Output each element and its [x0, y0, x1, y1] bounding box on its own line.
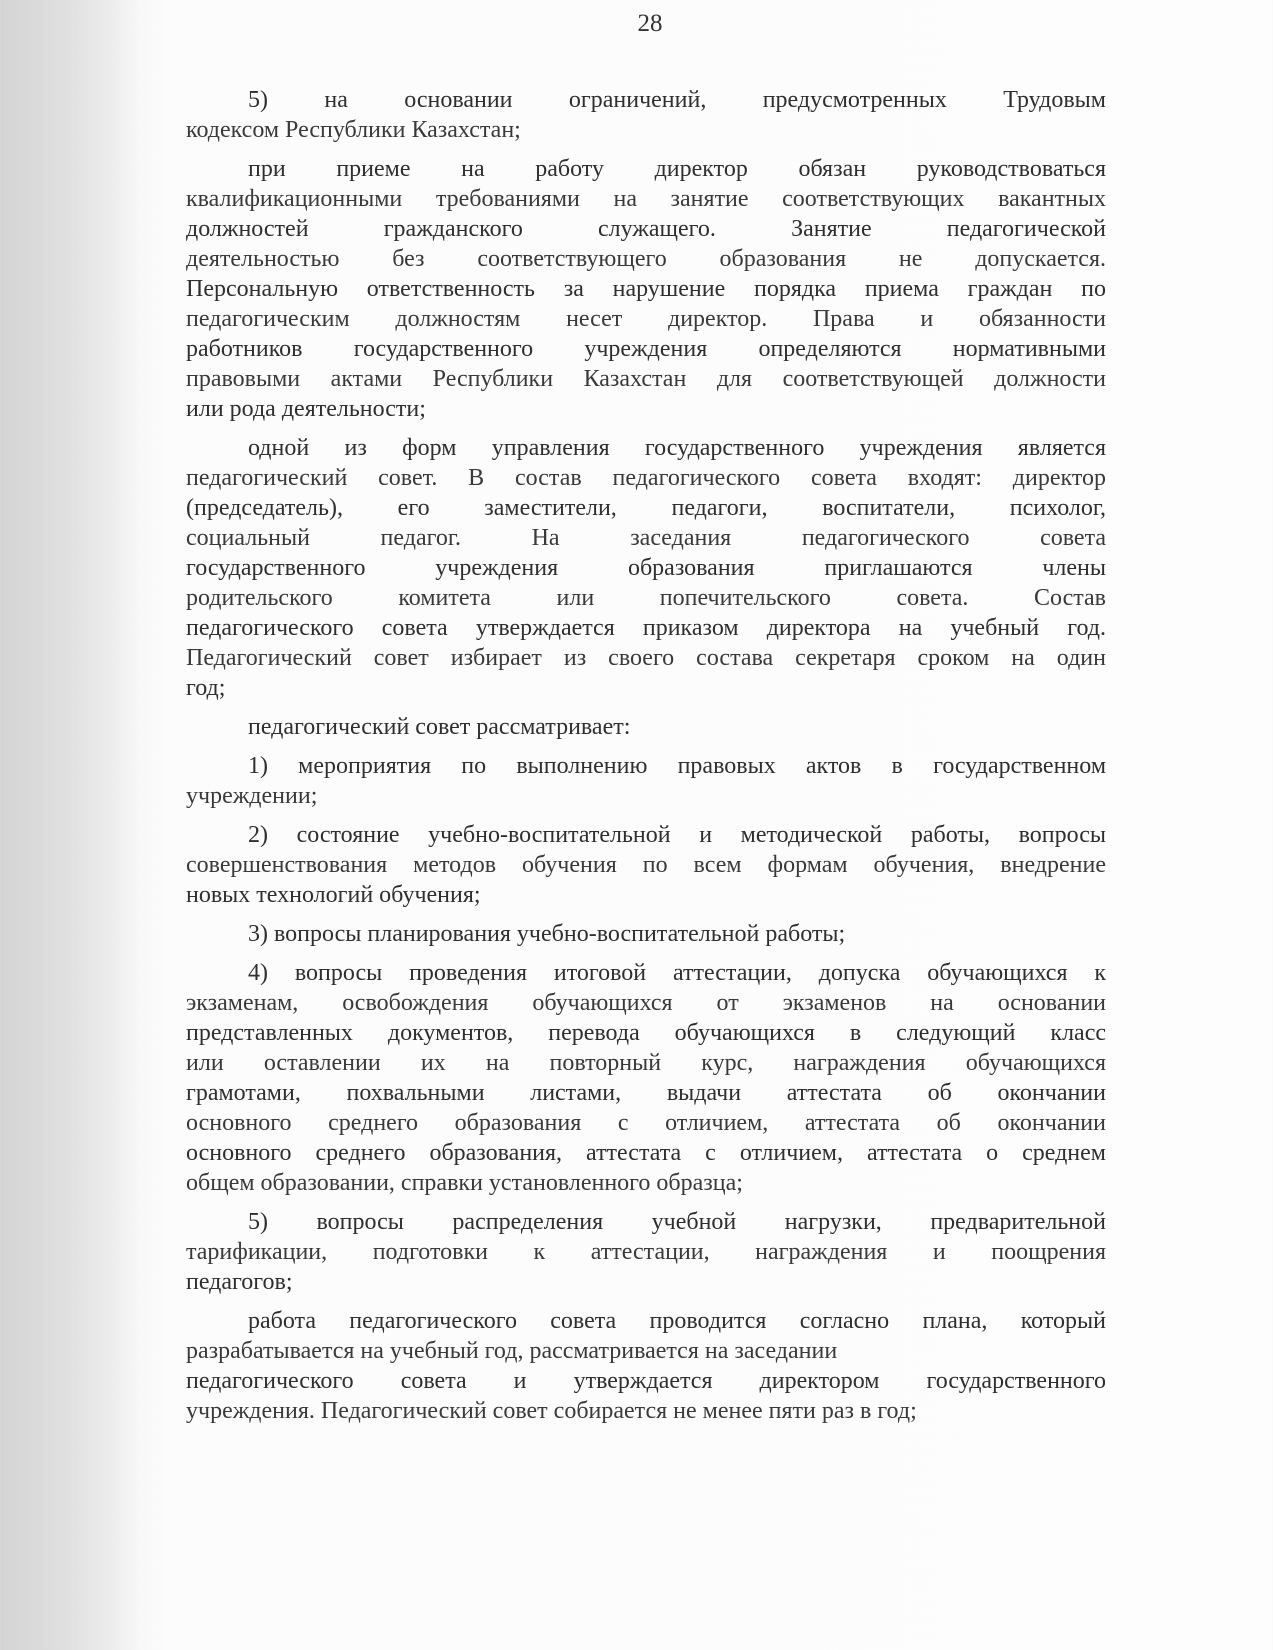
text-line: педагогического совета и утверждается директором государственного [186, 1368, 1106, 1394]
text-line: должностей гражданского служащего. Занятие педагогической [186, 216, 1106, 242]
text-line: родительского комитета или попечительского совета. Состав [186, 585, 1106, 611]
text-line: представленных документов, перевода обучающихся в следующий класс [186, 1020, 1106, 1046]
document-body [186, 85, 1106, 1435]
page-number: 28 [637, 10, 663, 37]
paragraph [186, 1306, 1106, 1426]
paragraph [186, 1207, 1106, 1297]
text-line: 5) вопросы распределения учебной нагрузки, предварительной [248, 1209, 1106, 1235]
text-line: работников государственного учреждения определяются нормативными [186, 336, 1106, 362]
text-line: правовыми актами Республики Казахстан для соответствующей должности [186, 366, 1106, 392]
text-line: учреждении; [186, 783, 318, 809]
text-line: педагогический совет рассматривает: [248, 714, 631, 740]
text-line: при приеме на работу директор обязан руководствоваться [248, 156, 1106, 182]
text-line: основного среднего образования с отличием, аттестата об окончании [186, 1110, 1106, 1136]
text-line: учреждения. Педагогический совет собирается не менее пяти раз в год; [186, 1398, 917, 1424]
text-line: работа педагогического совета проводится согласно плана, который [248, 1308, 1106, 1334]
text-line: педагогический совет. В состав педагогического совета входят: директор [186, 465, 1106, 491]
paragraph [186, 85, 1106, 145]
text-line: 3) вопросы планирования учебно-воспитательной работы; [248, 921, 846, 947]
text-line: Персональную ответственность за нарушение порядка приема граждан по [186, 276, 1106, 302]
text-line: социальный педагог. На заседания педагогического совета [186, 525, 1106, 551]
paragraph [186, 154, 1106, 424]
text-line: 1) мероприятия по выполнению правовых актов в государственном [248, 753, 1106, 779]
text-line: одной из форм управления государственного учреждения является [248, 435, 1106, 461]
text-line: квалификационными требованиями на занятие соответствующих вакантных [186, 186, 1106, 212]
text-line: год; [186, 675, 226, 701]
paragraph [186, 433, 1106, 703]
text-line: общем образовании, справки установленного образца; [186, 1170, 743, 1196]
text-line: 2) состояние учебно-воспитательной и методической работы, вопросы [248, 822, 1106, 848]
text-line: тарификации, подготовки к аттестации, награждения и поощрения [186, 1239, 1106, 1265]
text-line: экзаменам, освобождения обучающихся от экзаменов на основании [186, 990, 1106, 1016]
paragraph [186, 958, 1106, 1198]
text-line: педагогов; [186, 1269, 293, 1295]
text-line: или оставлении их на повторный курс, награждения обучающихся [186, 1050, 1106, 1076]
text-line: разрабатывается на учебный год, рассматривается на заседании [186, 1338, 838, 1364]
text-line: педагогическим должностям несет директор. Права и обязанности [186, 306, 1106, 332]
text-line: 5) на основании ограничений, предусмотренных Трудовым [248, 87, 1106, 113]
paragraph [186, 919, 1106, 949]
text-line: новых технологий обучения; [186, 882, 481, 908]
text-line: совершенствования методов обучения по всем формам обучения, внедрение [186, 852, 1106, 878]
text-line: Педагогический совет избирает из своего состава секретаря сроком на один [186, 645, 1106, 671]
text-line: 4) вопросы проведения итоговой аттестации, допуска обучающихся к [248, 960, 1106, 986]
text-line: (председатель), его заместители, педагоги, воспитатели, психолог, [186, 495, 1106, 521]
text-line: грамотами, похвальными листами, выдачи аттестата об окончании [186, 1080, 1106, 1106]
text-line: деятельностью без соответствующего образования не допускается. [186, 246, 1106, 272]
paragraph [186, 751, 1106, 811]
text-line: кодексом Республики Казахстан; [186, 117, 521, 143]
text-line: основного среднего образования, аттестата с отличием, аттестата о среднем [186, 1140, 1106, 1166]
text-line: государственного учреждения образования приглашаются члены [186, 555, 1106, 581]
paragraph [186, 712, 1106, 742]
paragraph [186, 820, 1106, 910]
text-line: или рода деятельности; [186, 396, 426, 422]
text-line: педагогического совета утверждается приказом директора на учебный год. [186, 615, 1106, 641]
